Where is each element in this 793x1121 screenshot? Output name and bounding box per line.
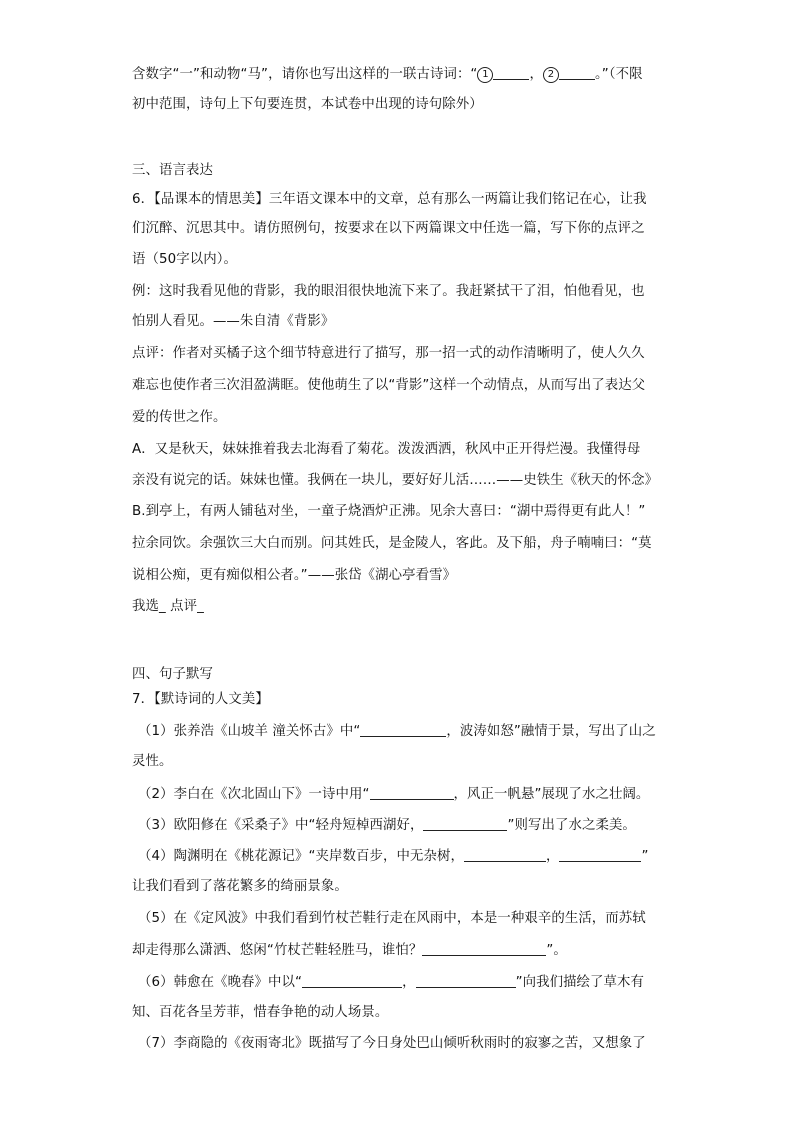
item-6-text: （6）韩愈在《晚春》中以“: [138, 975, 303, 990]
question-6-line-1: 6．【品课本的情思美】三年语文课本中的文章，总有那么一两篇让我们铭记在心，让我: [132, 192, 647, 207]
comment-line-2: 难忘也使作者三次泪盈满眶。使他萌生了以“背影”这样一个动情点，从而写出了表达父: [132, 378, 646, 393]
example-line-2: 怕别人看见。——朱自清《背影》: [132, 314, 335, 329]
comment-line-3: 爱的传世之作。: [132, 410, 227, 425]
item-6-line-1: [138, 973, 644, 992]
item-1-line-2: 灵性。: [132, 754, 173, 769]
item-6-text-tail: ”向我们描绘了草木有: [515, 975, 645, 990]
item-1-line-1: [138, 722, 656, 741]
item-5-line-1: （5）在《定风波》中我们看到竹杖芒鞋行走在风雨中，本是一种艰辛的生活，而苏轼: [138, 911, 646, 926]
section-heading-3: 三、语言表达: [132, 163, 213, 178]
item-2-text: （2）李白在《次北固山下》一诗中用“: [138, 787, 370, 802]
item-5-text: 却走得那么潇洒、悠闲“竹杖芒鞋轻胜马，谁怕？: [132, 943, 423, 958]
item-3-line: [138, 816, 636, 835]
answer-blank-2[interactable]: [559, 65, 595, 80]
example-line-1: 例：这时我看见他的背影，我的眼泪很快地流下来了。我赶紧拭干了泪，怕他看见，也: [132, 284, 645, 299]
item-1-text-tail: ，波涛如怒”融情于景，写出了山之: [446, 724, 656, 739]
item-6-line-2: 知、百花各呈芳菲，惜春争艳的动人场景。: [132, 1005, 389, 1020]
item-5-blank[interactable]: [422, 941, 546, 956]
item-6-blank-2[interactable]: [416, 973, 516, 988]
intro-separator: ，: [529, 67, 543, 82]
item-2-line: [138, 785, 649, 804]
intro-text-tail: 。”（不限: [594, 67, 643, 82]
item-4-blank-2[interactable]: [559, 847, 641, 862]
answer-blank-1[interactable]: [493, 65, 529, 80]
item-1-blank[interactable]: [360, 722, 446, 737]
item-1-text: （1）张养浩《山坡羊 潼关怀古》中“: [138, 724, 361, 739]
item-6-blank-1[interactable]: [302, 973, 402, 988]
item-4-text-tail: ”: [641, 849, 649, 864]
question-7-title: 7．【默诗词的人文美】: [132, 692, 269, 707]
item-3-text-tail: ”则写出了水之柔美。: [507, 818, 636, 833]
item-4-line-2: 让我们看到了落花繁多的绮丽景象。: [132, 879, 348, 894]
item-3-blank[interactable]: [423, 816, 507, 831]
item-5-line-2: [132, 941, 567, 960]
intro-line-2: 初中范围，诗句上下句要连贯，本试卷中出现的诗句除外）: [132, 97, 483, 112]
item-6-separator: ，: [402, 975, 416, 990]
option-b-line-3: 说相公痴，更有痴似相公者。”——张岱《湖心亭看雪》: [132, 568, 457, 583]
item-2-text-tail: ，风正一帆悬”展现了水之壮阔。: [453, 787, 650, 802]
option-b-line-1: B.到亭上，有两人铺毡对坐，一童子烧酒炉正沸。见余大喜曰：“湖中焉得更有此人！”: [132, 504, 646, 519]
answer-marker-1: 1: [477, 67, 493, 83]
item-2-blank[interactable]: [370, 785, 454, 800]
comment-line-1: 点评：作者对买橘子这个细节特意进行了描写，那一招一式的动作清晰明了，使人久久: [132, 346, 645, 361]
answer-marker-2: 2: [543, 67, 559, 83]
item-4-separator: ，: [545, 849, 560, 864]
question-6-line-2: 们沉醉、沉思其中。请仿照例句，按要求在以下两篇课文中任选一篇，写下你的点评之: [132, 221, 645, 236]
item-5-text-tail: ”。: [546, 943, 567, 958]
option-b-line-2: 拉余同饮。余强饮三大白而别。问其姓氏，是金陵人，客此。及下船，舟子喃喃曰：“莫: [132, 536, 652, 551]
intro-line-1: [132, 65, 643, 84]
item-3-text: （3）欧阳修在《采桑子》中“轻舟短棹西湖好，: [138, 818, 424, 833]
option-a-line-2: 亲没有说完的话。妹妹也懂。我俩在一块儿，要好好儿活……——史铁生《秋天的怀念》: [132, 473, 659, 488]
section-heading-4: 四、句子默写: [132, 667, 213, 682]
question-6-line-3: 语（50字以内）。: [132, 252, 237, 267]
item-7-line-1: （7）李商隐的《夜雨寄北》既描写了今日身处巴山倾听秋雨时的寂寥之苦，又想象了: [138, 1036, 646, 1051]
option-a-line-1: A．又是秋天，妹妹推着我去北海看了菊花。泼泼洒洒，秋风中正开得烂漫。我懂得母: [132, 442, 641, 457]
item-4-text: （4）陶渊明在《桃花源记》“夹岸数百步，中无杂树，: [138, 849, 464, 864]
item-4-blank-1[interactable]: [464, 847, 546, 862]
item-4-line-1: [138, 847, 649, 866]
choose-line[interactable]: 我选_ 点评_: [132, 599, 204, 614]
intro-text: 含数字“一”和动物“马”，请你也写出这样的一联古诗词：“: [132, 67, 478, 82]
